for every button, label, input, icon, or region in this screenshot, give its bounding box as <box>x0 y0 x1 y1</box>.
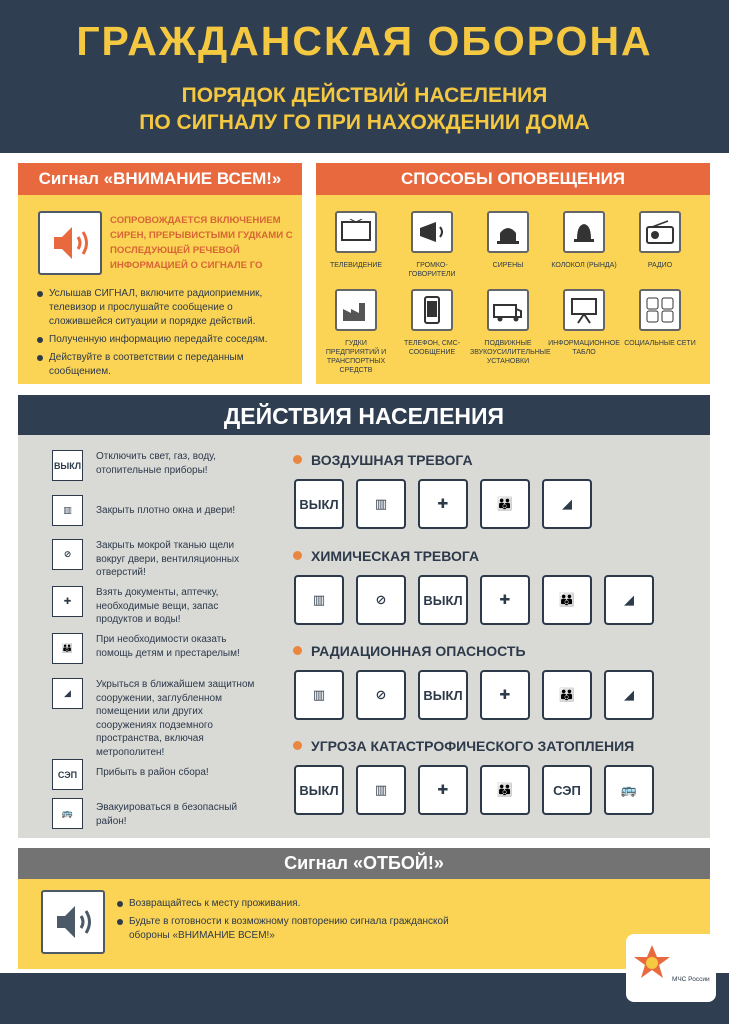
logo-text: МЧС России <box>672 976 710 983</box>
siren-icon <box>487 211 529 253</box>
footer-bar <box>0 973 729 1024</box>
help-people-icon: 👪 <box>480 479 530 529</box>
category-radiation: РАДИАЦИОННАЯ ОПАСНОСТЬ <box>293 643 526 659</box>
power-off-icon: ВЫКЛ <box>418 670 468 720</box>
close-window-icon: ▥ <box>294 670 344 720</box>
speaker-icon <box>38 211 102 275</box>
signal-bullets <box>36 287 296 383</box>
emblem-icon <box>632 943 672 993</box>
social-icon <box>639 289 681 331</box>
shelter-icon: ◢ <box>604 670 654 720</box>
page-title: ГРАЖДАНСКАЯ ОБОРОНА <box>76 18 653 64</box>
power-off-icon: ВЫКЛ <box>52 450 83 481</box>
list-item: Будьте в готовности к возможному повторению сигнала гражданской обороны «ВНИМАНИЕ ВСЕМ!» <box>116 915 476 943</box>
bell-icon <box>563 211 605 253</box>
shelter-icon: ◢ <box>52 678 83 709</box>
speaker-icon <box>41 890 105 954</box>
otboi-panel <box>18 848 710 969</box>
shelter-icon: ◢ <box>542 479 592 529</box>
category-flood: УГРОЗА КАТАСТРОФИЧЕСКОГО ЗАТОПЛЕНИЯ <box>293 738 634 754</box>
subtitle-line-2: ПО СИГНАЛУ ГО ПРИ НАХОЖДЕНИИ ДОМА <box>139 111 590 134</box>
category-air-alert-icons <box>294 479 592 529</box>
phone-icon <box>411 289 453 331</box>
notify-item: ТЕЛЕВИДЕНИЕ <box>318 211 394 270</box>
notify-item: ИНФОРМАЦИОННОЕ ТАБЛО <box>546 289 622 357</box>
supplies-icon: ✚ <box>418 765 468 815</box>
list-item: Действуйте в соответствии с переданным сообщением. <box>36 351 296 379</box>
list-item: Полученную информацию передайте соседям. <box>36 333 296 347</box>
header <box>0 0 729 153</box>
power-off-icon: ВЫКЛ <box>294 765 344 815</box>
radio-icon <box>639 211 681 253</box>
mchs-logo <box>626 934 716 1002</box>
assembly-point-icon: СЭП <box>542 765 592 815</box>
list-item: Возвращайтесь к месту проживания. <box>116 897 476 911</box>
category-flood-icons <box>294 765 654 815</box>
seal-gaps-icon: ⊘ <box>52 539 83 570</box>
category-chemical-alert-icons <box>294 575 654 625</box>
actions-title: ДЕЙСТВИЯ НАСЕЛЕНИЯ <box>18 395 710 435</box>
otboi-title: Сигнал «ОТБОЙ!» <box>18 848 710 879</box>
help-people-icon: 👪 <box>52 633 83 664</box>
factory-icon <box>335 289 377 331</box>
help-people-icon: 👪 <box>542 670 592 720</box>
evacuate-icon: 🚌 <box>52 798 83 829</box>
supplies-icon: ✚ <box>480 575 530 625</box>
category-chemical-alert: ХИМИЧЕСКАЯ ТРЕВОГА <box>293 548 479 564</box>
category-radiation-icons <box>294 670 654 720</box>
shelter-icon: ◢ <box>604 575 654 625</box>
evacuate-icon: 🚌 <box>604 765 654 815</box>
signal-panel <box>18 163 302 384</box>
supplies-icon: ✚ <box>480 670 530 720</box>
supplies-icon: ✚ <box>52 586 83 617</box>
tv-icon <box>335 211 377 253</box>
notify-item: РАДИО <box>622 211 698 270</box>
assembly-point-icon: СЭП <box>52 759 83 790</box>
notify-item: СОЦИАЛЬНЫЕ СЕТИ <box>622 289 698 348</box>
notify-title: СПОСОБЫ ОПОВЕЩЕНИЯ <box>316 163 710 195</box>
power-off-icon: ВЫКЛ <box>294 479 344 529</box>
board-icon <box>563 289 605 331</box>
seal-gaps-icon: ⊘ <box>356 575 406 625</box>
supplies-icon: ✚ <box>418 479 468 529</box>
list-item: Услышав СИГНАЛ, включите радиоприемник, телевизор и прослушайте сообщение о сложившейся ситуации и порядке действий. <box>36 287 296 329</box>
notify-panel <box>316 163 710 384</box>
actions-panel: ДЕЙСТВИЯ НАСЕЛЕНИЯ ВЫКЛ Отключить свет, газ, воду, отопительные приборы! ▥ Закрыть плотно окна и двери! ⊘ Закрыть мокрой тканью щели вокруг двери, вентиляционных отверстий! ✚ Взять документы, аптечку, необходимые вещи, запас продуктов и воды! 👪 При необходимости оказать помощь детям и престарелым! ◢ Укрыться в ближайшем защитном сооружении, заглубленном помещении или других сооружениях подземного пространства, включая метрополитен! СЭП Прибыть в район сбора! 🚌 Эвакуироваться в безопасный район! ВОЗДУШНАЯ ТРЕВОГА ВЫКЛ ▥ ✚ 👪 ◢ ХИМИЧЕСКАЯ ТРЕВОГА ▥ ⊘ ВЫКЛ ✚ 👪 ◢ РАДИАЦИОННАЯ ОПАСНОСТЬ ▥ ⊘ ВЫКЛ ✚ 👪 ◢ УГРОЗА КАТАСТРОФИЧЕСКОГО ЗАТОПЛЕНИЯ ВЫКЛ ▥ ✚ 👪 СЭП 🚌 <box>18 395 710 838</box>
category-air-alert: ВОЗДУШНАЯ ТРЕВОГА <box>293 452 473 468</box>
signal-description: СОПРОВОЖДАЕТСЯ ВКЛЮЧЕНИЕМ СИРЕН, ПРЕРЫВИСТЫМИ ГУДКАМИ С ПОСЛЕДУЮЩЕЙ РЕЧЕВОЙ ИНФОРМАЦИЕЙ О СИГНАЛЕ ГО <box>110 215 293 271</box>
otboi-bullets <box>116 897 476 947</box>
page-subtitle <box>0 82 729 136</box>
notify-item: КОЛОКОЛ (РЫНДА) <box>546 211 622 270</box>
close-window-icon: ▥ <box>356 479 406 529</box>
close-window-icon: ▥ <box>52 495 83 526</box>
help-people-icon: 👪 <box>480 765 530 815</box>
notify-item: ГРОМКО-ГОВОРИТЕЛИ <box>394 211 470 279</box>
notify-item: ГУДКИ ПРЕДПРИЯТИЙ И ТРАНСПОРТНЫХ СРЕДСТВ <box>318 289 394 375</box>
subtitle-line-1: ПОРЯДОК ДЕЙСТВИЙ НАСЕЛЕНИЯ <box>181 84 548 107</box>
power-off-icon: ВЫКЛ <box>418 575 468 625</box>
help-people-icon: 👪 <box>542 575 592 625</box>
notify-item: ПОДВИЖНЫЕ ЗВУКОУСИЛИТЕЛЬНЫЕ УСТАНОВКИ <box>470 289 546 366</box>
notify-item: ТЕЛЕФОН, СМС-СООБЩЕНИЕ <box>394 289 470 357</box>
loudspeaker-icon <box>411 211 453 253</box>
seal-gaps-icon: ⊘ <box>356 670 406 720</box>
notify-item: СИРЕНЫ <box>470 211 546 270</box>
close-window-icon: ▥ <box>356 765 406 815</box>
signal-title: Сигнал «ВНИМАНИЕ ВСЕМ!» <box>18 163 302 195</box>
close-window-icon: ▥ <box>294 575 344 625</box>
van-icon <box>487 289 529 331</box>
